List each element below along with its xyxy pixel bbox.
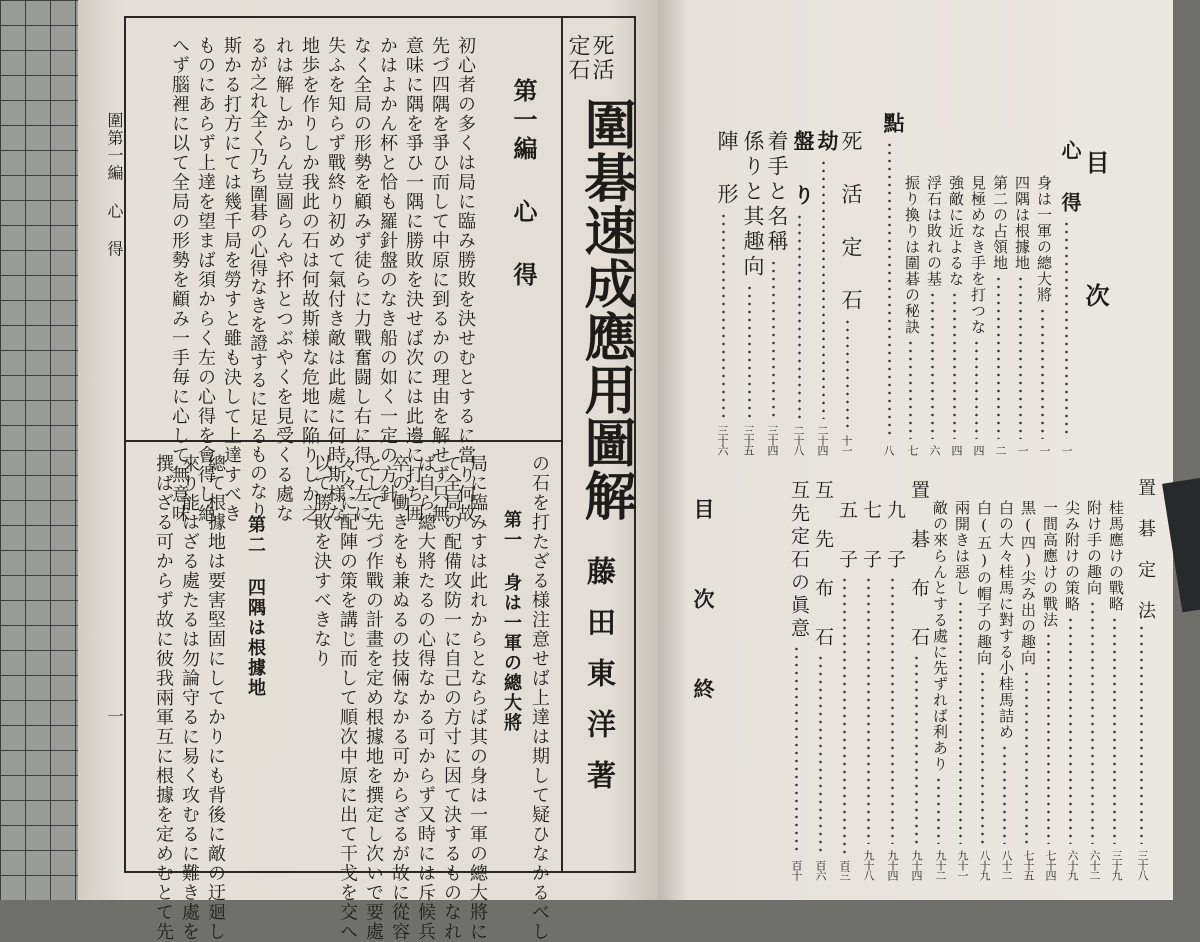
toc-leader-dots bbox=[722, 212, 725, 419]
book-title: 圍碁速成應用圖解 bbox=[575, 98, 636, 522]
toc-entry-label: 尖み附けの策略 bbox=[1063, 500, 1081, 612]
toc-entry-label: 七 子 bbox=[860, 500, 882, 572]
text-line: 意味に隅を爭ひ一隅に勝敗を決せば次には此邊に打ち囲 bbox=[403, 36, 424, 524]
toc-entry-label: 互先定石の眞意 bbox=[788, 480, 810, 641]
text-line: 卒の働きをも兼ぬるの技倆なかる可からざるが故に從容 bbox=[389, 454, 410, 942]
toc-entry-label: 五 子 bbox=[836, 500, 858, 572]
text-line: 先づ四隅を爭ひ而して中原に到るかの理由を解せず只無 bbox=[429, 36, 450, 524]
toc-leader-dots bbox=[1019, 275, 1022, 439]
text-line: として先づ作戰の計畫を定め根據地を撰定し次いで要處 bbox=[363, 454, 384, 942]
toc-leader-dots bbox=[937, 776, 940, 844]
toc-entry-label: 附け手の趣向 bbox=[1085, 500, 1103, 596]
toc-page-number: 七十五 bbox=[1022, 850, 1035, 880]
text-line: て全局の配備攻防一に自己の方寸に因て決するものなれ bbox=[441, 454, 462, 942]
toc-end-mark: 目 次 終 bbox=[691, 498, 716, 721]
title-prefix-2: 定石 bbox=[565, 34, 590, 82]
toc-page-number: 九十四 bbox=[910, 850, 923, 880]
toc-leader-dots bbox=[748, 284, 751, 419]
toc-page-number: 二十四 bbox=[816, 425, 829, 455]
toc-page-number: 七 bbox=[906, 445, 919, 455]
toc-leader-dots bbox=[909, 339, 912, 439]
toc-leader-dots bbox=[981, 670, 984, 844]
left-page bbox=[78, 0, 658, 942]
toc-entry-label: 四隅は根據地 bbox=[1013, 175, 1031, 271]
toc-entry-label: 九 子 bbox=[884, 500, 906, 572]
toc-page-number: 六 bbox=[928, 445, 941, 455]
toc-leader-dots bbox=[1069, 616, 1072, 844]
toc-entry-label: 盤 り bbox=[791, 130, 816, 209]
toc-entry-label: 敵の來らんとする處に先ずれば利あり bbox=[931, 500, 949, 772]
toc-leader-dots bbox=[819, 654, 822, 854]
toc-page-number: 二 bbox=[994, 445, 1007, 455]
toc-leader-dots bbox=[997, 275, 1000, 439]
toc-leader-dots bbox=[1003, 744, 1006, 844]
toc-entry-label: 見極めなき手を打つな bbox=[969, 175, 987, 335]
toc-entry-label: 兩開きは惡し bbox=[953, 500, 971, 596]
toc-page-number: 八十九 bbox=[978, 850, 991, 880]
toc-page-number: 百三 bbox=[838, 860, 851, 880]
toc-page-number: 九十二 bbox=[934, 850, 947, 880]
page-number: 一 bbox=[105, 708, 124, 726]
section-heading: 第一編 心 得 bbox=[509, 78, 538, 291]
toc-entry-label: 死 活 定 石 bbox=[839, 130, 863, 314]
toc-leader-dots bbox=[798, 213, 801, 419]
toc-entry-label: 白の大々桂馬に對する小桂馬詰め bbox=[997, 500, 1015, 740]
text-line: かはよかん杯と恰も羅針盤のなき船の如く一定の方針 bbox=[377, 36, 398, 504]
toc-leader-dots bbox=[1041, 307, 1044, 439]
toc-leader-dots bbox=[953, 291, 956, 439]
toc-leader-dots bbox=[915, 654, 918, 844]
toc-page-number: 三十九 bbox=[1110, 850, 1123, 880]
toc-page-number: 三十八 bbox=[1136, 850, 1149, 880]
toc-page-number: 九十八 bbox=[862, 850, 875, 880]
toc-page-number: 百十 bbox=[790, 860, 803, 880]
subsection-heading-1: 第一 身は一軍の總大將 bbox=[501, 510, 522, 733]
text-line: るが之れ全く乃ち圍碁の心得なきを證するに足るものなり bbox=[247, 36, 268, 520]
text-line: なく全局の形勢を顧みず徒らに力戰奮闘し右に得て左に bbox=[351, 36, 372, 524]
toc-leader-dots bbox=[959, 600, 962, 844]
toc-page-number: 一 bbox=[1016, 445, 1029, 455]
toc-entry-label: 係りと其趣向 bbox=[741, 130, 765, 280]
toc-leader-dots bbox=[1047, 632, 1050, 844]
toc-leader-dots bbox=[1140, 624, 1143, 844]
toc-page-number: 八十二 bbox=[1000, 850, 1013, 880]
toc-leader-dots bbox=[795, 645, 798, 854]
toc-entry-label: 振り換りは圍碁の秘訣 bbox=[903, 175, 921, 335]
toc-page-number: 十一 bbox=[840, 435, 853, 455]
text-line: 初心者の多くは局に臨み勝敗を決せむとするに當り何故 bbox=[455, 36, 476, 524]
text-line: 斯かる打方にては幾千局を勞すと雖も決して上達すべき bbox=[221, 36, 242, 524]
toc-page-number: 九十一 bbox=[956, 850, 969, 880]
toc-page-number: 六十二 bbox=[1088, 850, 1101, 880]
toc-page-number: 六十九 bbox=[1066, 850, 1079, 880]
toc-leader-dots bbox=[822, 159, 825, 419]
title-divider bbox=[561, 16, 563, 871]
text-line: の石を打たざる様注意せば上達は期して疑ひなかるべし bbox=[529, 454, 550, 942]
toc-entry-label: 着手と名稱 bbox=[765, 130, 789, 255]
toc-leader-dots bbox=[1025, 670, 1028, 844]
toc-page-number: 四 bbox=[972, 445, 985, 455]
toc-entry-label: 置 碁 定 法 bbox=[1135, 478, 1156, 620]
toc-entry-label: 劫 bbox=[815, 130, 840, 155]
text-line: 來り能はざる處たるは勿論守るに易く攻むるに難き處を bbox=[179, 454, 200, 942]
toc-page-number: 三十六 bbox=[716, 425, 729, 455]
toc-page-number: 百六 bbox=[814, 860, 827, 880]
text-line: へず腦裡に以て全局の形勢を顧み一手毎に心して無意味 bbox=[169, 36, 190, 524]
toc-entry-label: 浮石は敗れの基 bbox=[925, 175, 943, 287]
toc-leader-dots bbox=[867, 576, 870, 844]
text-line: 撰ばざる可からず故に彼我兩軍互に根據を定めむとて先 bbox=[153, 454, 174, 942]
toc-page-number: 四 bbox=[950, 445, 963, 455]
text-line: 々々に配陣の策を講じ而して順次中原に出て干戈を交へ bbox=[337, 454, 358, 942]
toc-leader-dots bbox=[975, 339, 978, 439]
toc-leader-dots bbox=[891, 576, 894, 844]
toc-entry-label: 身は一軍の總大將 bbox=[1035, 175, 1053, 303]
toc-entry-label: 置 碁 布 石 bbox=[908, 480, 930, 650]
toc-page-number: 一 bbox=[1060, 445, 1073, 455]
toc-page-number: 三十五 bbox=[742, 425, 755, 455]
toc-leader-dots bbox=[1113, 616, 1116, 844]
toc-leader-dots bbox=[1065, 220, 1068, 439]
toc-leader-dots bbox=[843, 576, 846, 854]
text-line: 以て勝敗を決すべきなり bbox=[311, 454, 332, 669]
toc-page-number: 二十八 bbox=[792, 425, 805, 455]
toc-leader-dots bbox=[931, 291, 934, 439]
cutting-mat-grid bbox=[0, 0, 78, 900]
toc-entry-label: 心 得 bbox=[1058, 140, 1082, 216]
toc-entry-label: 陣 形 bbox=[715, 130, 739, 208]
subsection-heading-2: 第二 四隅は根據地 bbox=[245, 515, 266, 698]
text-line: 總て根據地は要害堅固にしてかりにも背後に敵の迂廻し bbox=[205, 454, 226, 942]
toc-leader-dots bbox=[888, 141, 891, 439]
toc-page-number: 一 bbox=[1038, 445, 1051, 455]
toc-entry-label: 強敵に近よるな bbox=[947, 175, 965, 287]
toc-title: 目 次 bbox=[1081, 150, 1110, 347]
text-line: 失ふを知らず戰終り初めて氣付き敵は此處に何時斯様な bbox=[325, 36, 346, 524]
toc-entry-label: 一間高應けの戰法 bbox=[1041, 500, 1059, 628]
running-header: 圍第一編 心 得 bbox=[105, 112, 124, 258]
toc-leader-dots bbox=[772, 259, 775, 419]
toc-entry-label: 第二の占領地 bbox=[991, 175, 1009, 271]
toc-page-number: 七十四 bbox=[1044, 850, 1057, 880]
toc-leader-dots bbox=[846, 318, 849, 429]
toc-entry-label: 點 bbox=[881, 112, 906, 137]
toc-entry-label: 白(五)の帽子の趣向 bbox=[975, 500, 993, 666]
toc-page-number: 三十四 bbox=[766, 425, 779, 455]
toc-entry-label: 互 先 布 石 bbox=[812, 480, 834, 650]
toc-page-number: 八 bbox=[882, 445, 895, 455]
right-page bbox=[658, 0, 1173, 900]
title-prefix-1: 死活 bbox=[589, 34, 614, 82]
toc-entry-label: 桂馬應けの戰略 bbox=[1107, 500, 1125, 612]
toc-leader-dots bbox=[1091, 600, 1094, 844]
text-line: 局に臨みすは此れからとならば其の身は一軍の總大將に bbox=[467, 454, 488, 942]
text-line: ものにあらず上達を望まば須からく左の心得を會得し絶 bbox=[195, 36, 216, 524]
text-line: ば自ら總大將たるの心得なかる可からず又時には斥候兵 bbox=[415, 454, 436, 942]
toc-page-number: 九十四 bbox=[886, 850, 899, 880]
author: 藤田東洋著 bbox=[583, 556, 617, 811]
text-line: れは解しからん豈圖らんや抔とつぶやくを見受くる處な bbox=[273, 36, 294, 524]
toc-entry-label: 黒(四)尖み出の趣向 bbox=[1019, 500, 1037, 666]
text-line: 地歩を作りしか我此の石は何故斯様な危地に陥りしか之 bbox=[299, 36, 320, 524]
